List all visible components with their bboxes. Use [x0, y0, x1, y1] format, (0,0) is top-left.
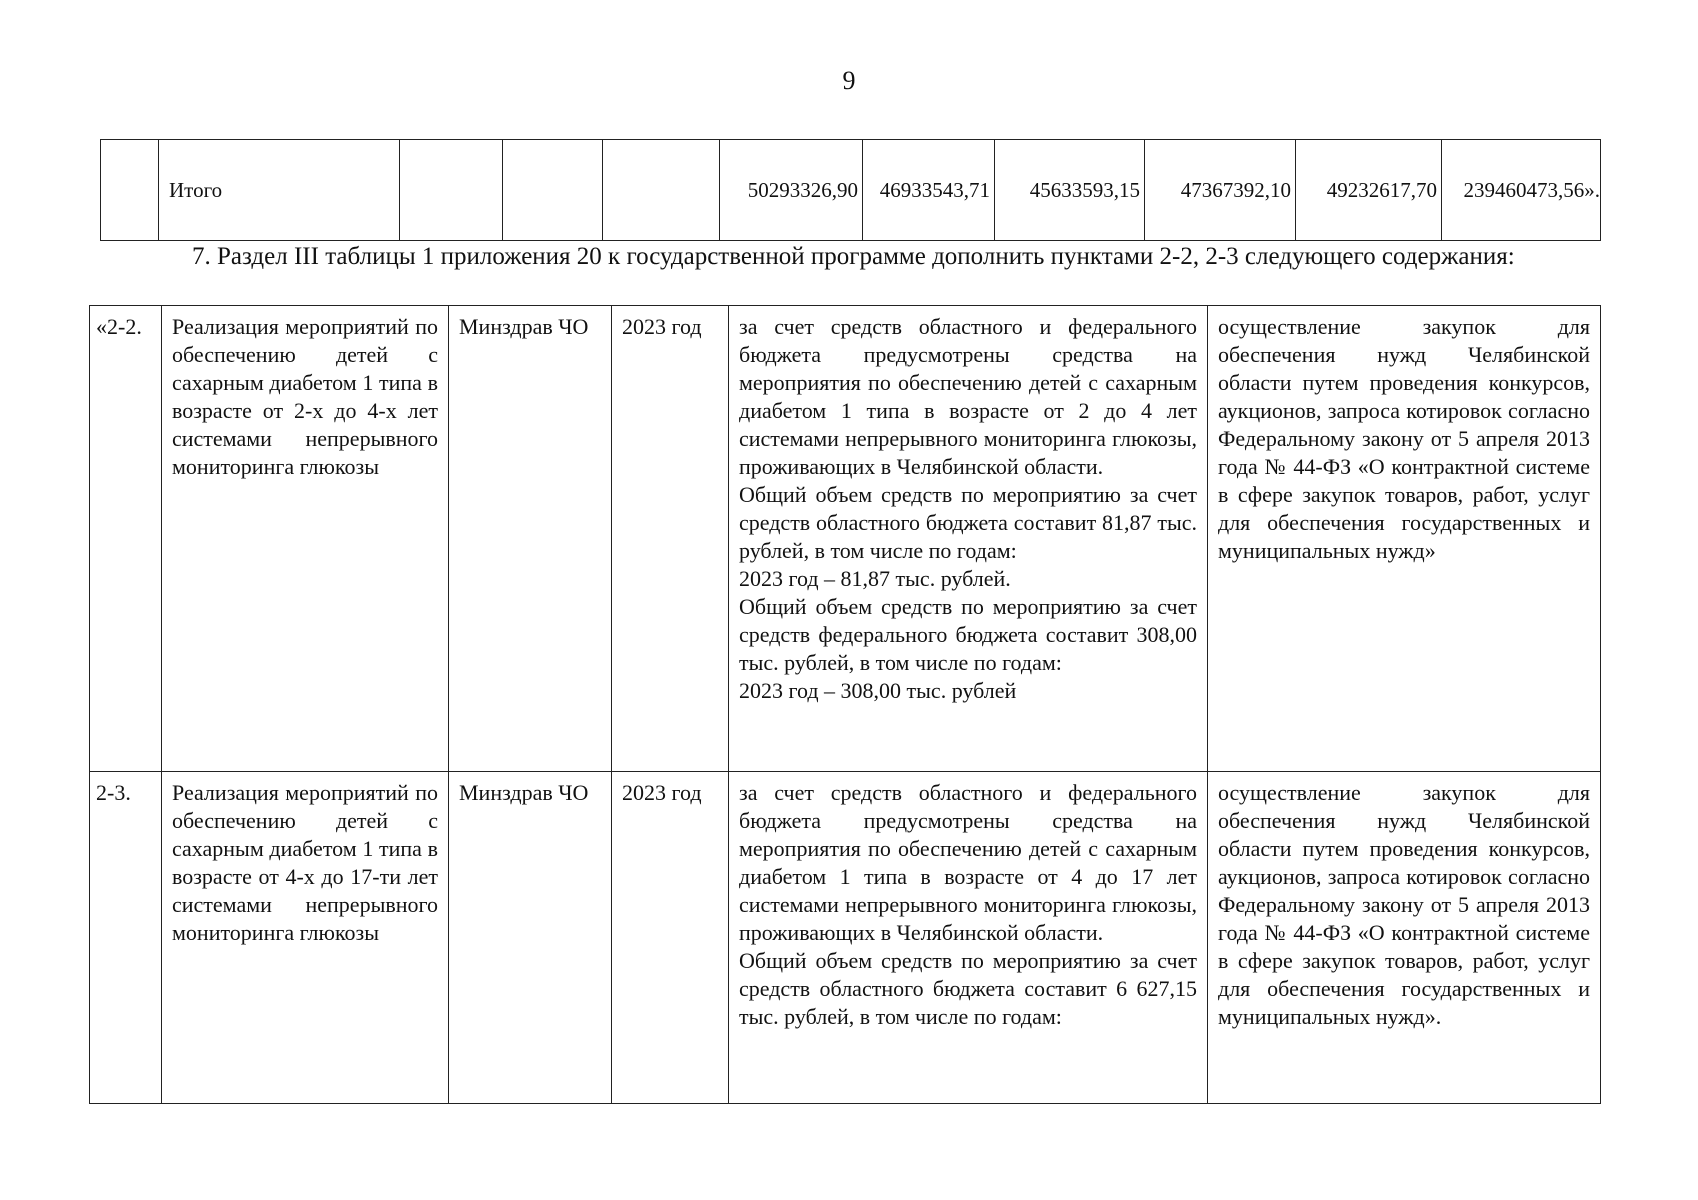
total-value: 47367392,10	[1145, 140, 1296, 241]
totals-row	[101, 140, 1601, 241]
item-name: Реализация мероприятий по обеспечению детей с сахарным диабетом 1 типа в возрасте от 4-х до 17-ти лет системами непрерывного мониторинга глюкозы	[162, 772, 449, 1104]
totals-label: Итого	[159, 140, 400, 241]
funding-paragraph: 2023 год – 81,87 тыс. рублей.	[739, 566, 1011, 591]
item-funding	[729, 772, 1208, 1104]
table-row	[90, 306, 1601, 772]
total-value: 45633593,15	[995, 140, 1145, 241]
total-value: 50293326,90	[720, 140, 863, 241]
empty-cell	[503, 140, 603, 241]
item-year: 2023 год	[612, 306, 729, 772]
funding-paragraph: Общий объем средств по мероприятию за счет средств областного бюджета составит 81,87 тыс. рублей, в том числе по годам:	[739, 482, 1197, 563]
item-procurement: осуществление закупок для обеспечения нужд Челябинской области путем проведения конкурсов, аукционов, запроса котировок согласно Федеральному закону от 5 апреля 2013 года № 44-ФЗ «О контрактной системе в сфере закупок товаров, работ, услуг для обеспечения государственных и муниципальных нужд»	[1208, 306, 1601, 772]
funding-paragraph: за счет средств областного и федерального бюджета предусмотрены средства на мероприятия по обеспечению детей с сахарным диабетом 1 типа в возрасте от 2 до 4 лет системами непрерывного мониторинга глюкозы, проживающих в Челябинской области.	[739, 314, 1197, 479]
totals-table	[100, 139, 1601, 241]
item-executor: Минздрав ЧО	[449, 772, 612, 1104]
total-value: 239460473,56».	[1442, 140, 1601, 241]
funding-paragraph: 2023 год – 308,00 тыс. рублей	[739, 678, 1017, 703]
table-row	[90, 772, 1601, 1104]
empty-cell	[101, 140, 159, 241]
empty-cell	[603, 140, 720, 241]
program-items-table	[89, 305, 1601, 1104]
amendment-instruction: 7. Раздел III таблицы 1 приложения 20 к государственной программе дополнить пунктами 2-2, 2-3 следующего содержания:	[192, 243, 1515, 270]
item-number: «2-2.	[90, 306, 162, 772]
funding-paragraph: Общий объем средств по мероприятию за счет средств областного бюджета составит 6 627,15 тыс. рублей, в том числе по годам:	[739, 948, 1197, 1029]
item-name: Реализация мероприятий по обеспечению детей с сахарным диабетом 1 типа в возрасте от 2-х до 4-х лет системами непрерывного мониторинга глюкозы	[162, 306, 449, 772]
item-funding	[729, 306, 1208, 772]
empty-cell	[400, 140, 503, 241]
funding-paragraph: Общий объем средств по мероприятию за счет средств федерального бюджета составит 308,00 тыс. рублей, в том числе по годам:	[739, 594, 1197, 675]
page-number: 9	[842, 66, 856, 95]
item-year: 2023 год	[612, 772, 729, 1104]
funding-paragraph: за счет средств областного и федерального бюджета предусмотрены средства на мероприятия по обеспечению детей с сахарным диабетом 1 типа в возрасте от 4 до 17 лет системами непрерывного мониторинга глюкозы, проживающих в Челябинской области.	[739, 780, 1197, 945]
total-value: 46933543,71	[863, 140, 995, 241]
item-number: 2-3.	[90, 772, 162, 1104]
total-value: 49232617,70	[1296, 140, 1442, 241]
item-procurement: осуществление закупок для обеспечения нужд Челябинской области путем проведения конкурсов, аукционов, запроса котировок согласно Федеральному закону от 5 апреля 2013 года № 44-ФЗ «О контрактной системе в сфере закупок товаров, работ, услуг для обеспечения государственных и муниципальных нужд».	[1208, 772, 1601, 1104]
item-executor: Минздрав ЧО	[449, 306, 612, 772]
